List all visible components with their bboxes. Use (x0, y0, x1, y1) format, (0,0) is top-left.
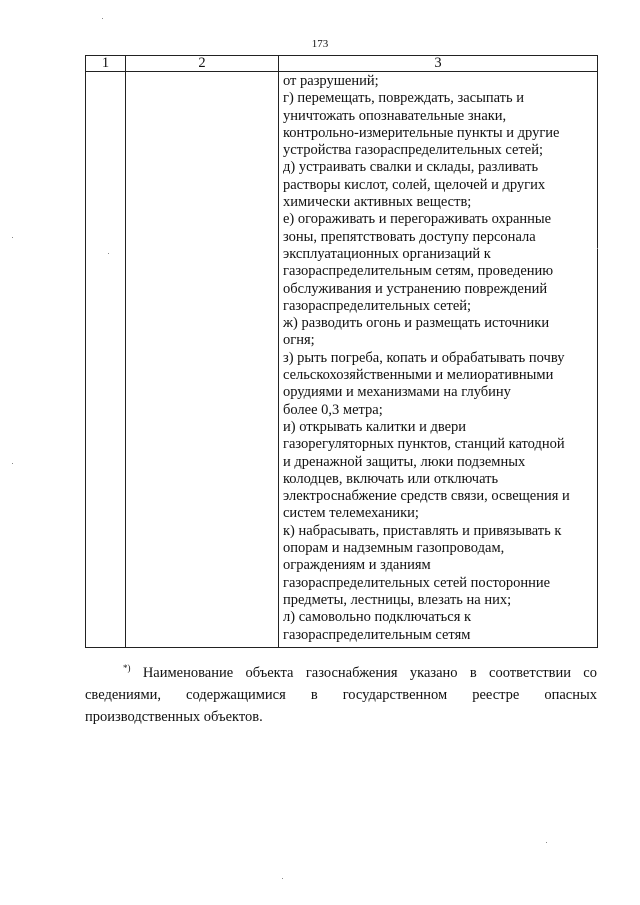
text-line: уничтожать опознавательные знаки, (283, 107, 507, 124)
text-line: предметы, лестницы, влезать на них; (283, 591, 512, 608)
scan-speck (597, 248, 598, 249)
table-row (86, 72, 598, 648)
cell-col-1 (86, 72, 126, 648)
text-line: химически активных веществ; (283, 194, 472, 211)
text-line: обслуживания и устранению повреждений (283, 280, 548, 297)
text-line: л) самовольно подключаться к (283, 609, 472, 626)
text-line: газораспределительным сетям (283, 626, 471, 643)
page-number: 173 (311, 38, 329, 50)
table-header-row (86, 56, 598, 72)
cell-col-3 (279, 72, 598, 648)
text-line: газорегуляторных пунктов, станций катодной (283, 436, 565, 453)
text-line: з) рыть погреба, копать и обрабатывать почву (283, 349, 565, 366)
text-line: систем телемеханики; (283, 505, 419, 522)
text-line: сельскохозяйственными и мелиоративными (283, 367, 554, 384)
text-line: от разрушений; (283, 73, 379, 89)
footnote-line-1 (85, 657, 597, 684)
column-header-1: 1 (86, 56, 126, 72)
text-line: электроснабжение средств связи, освещения и (283, 488, 570, 505)
text-line: опорам и надземным газопроводам, (283, 540, 505, 557)
text-line: г) перемещать, повреждать, засыпать и (283, 90, 525, 107)
text-line: огня; (283, 332, 315, 349)
text-line: эксплуатационных организаций к (283, 245, 491, 262)
text-line: е) огораживать и перегораживать охранные (283, 211, 552, 228)
scan-speck (108, 253, 109, 254)
text-line: контрольно-измерительные пункты и другие (283, 124, 560, 141)
footnote-line-3: производственных объектов. (85, 709, 263, 725)
footnote (85, 657, 597, 728)
text-line: ж) разводить огонь и размещать источники (283, 315, 550, 332)
scan-speck (12, 463, 13, 464)
text-line: более 0,3 метра; (283, 401, 383, 418)
text-line: газораспределительных сетей посторонние (283, 574, 551, 591)
cell-col-2 (126, 72, 279, 648)
footnote-marker: *) (123, 663, 131, 673)
text-line: орудиями и механизмами на глубину (283, 384, 511, 401)
text-line: ограждениям и зданиям (283, 557, 431, 574)
text-line: к) набрасывать, приставлять и привязывать к (283, 522, 562, 539)
text-line: и) открывать калитки и двери (283, 418, 467, 435)
text-line: и дренажной защиты, люки подземных (283, 453, 526, 470)
footnote-text-1: Наименование объекта газоснабжения указано в соответствии со (142, 665, 597, 681)
text-line: газораспределительных сетей; (283, 297, 472, 314)
text-line: устройства газораспределительных сетей; (283, 142, 544, 159)
text-line: зоны, препятствовать доступу персонала (283, 228, 536, 245)
requirements-table (85, 55, 598, 648)
text-line: газораспределительным сетям, проведению (283, 263, 554, 280)
scan-speck (282, 878, 283, 879)
column-header-3: 3 (279, 56, 598, 72)
text-line: колодцев, включать или отключать (283, 470, 499, 487)
column-header-2: 2 (126, 56, 279, 72)
scan-speck (102, 18, 103, 19)
scan-speck (12, 237, 13, 238)
footnote-line-2: сведениями, содержащимися в государственном реестре опасных (85, 687, 597, 703)
text-line: д) устраивать свалки и склады, разливать (283, 159, 539, 176)
scan-speck (546, 842, 547, 843)
text-line: растворы кислот, солей, щелочей и других (283, 176, 546, 193)
